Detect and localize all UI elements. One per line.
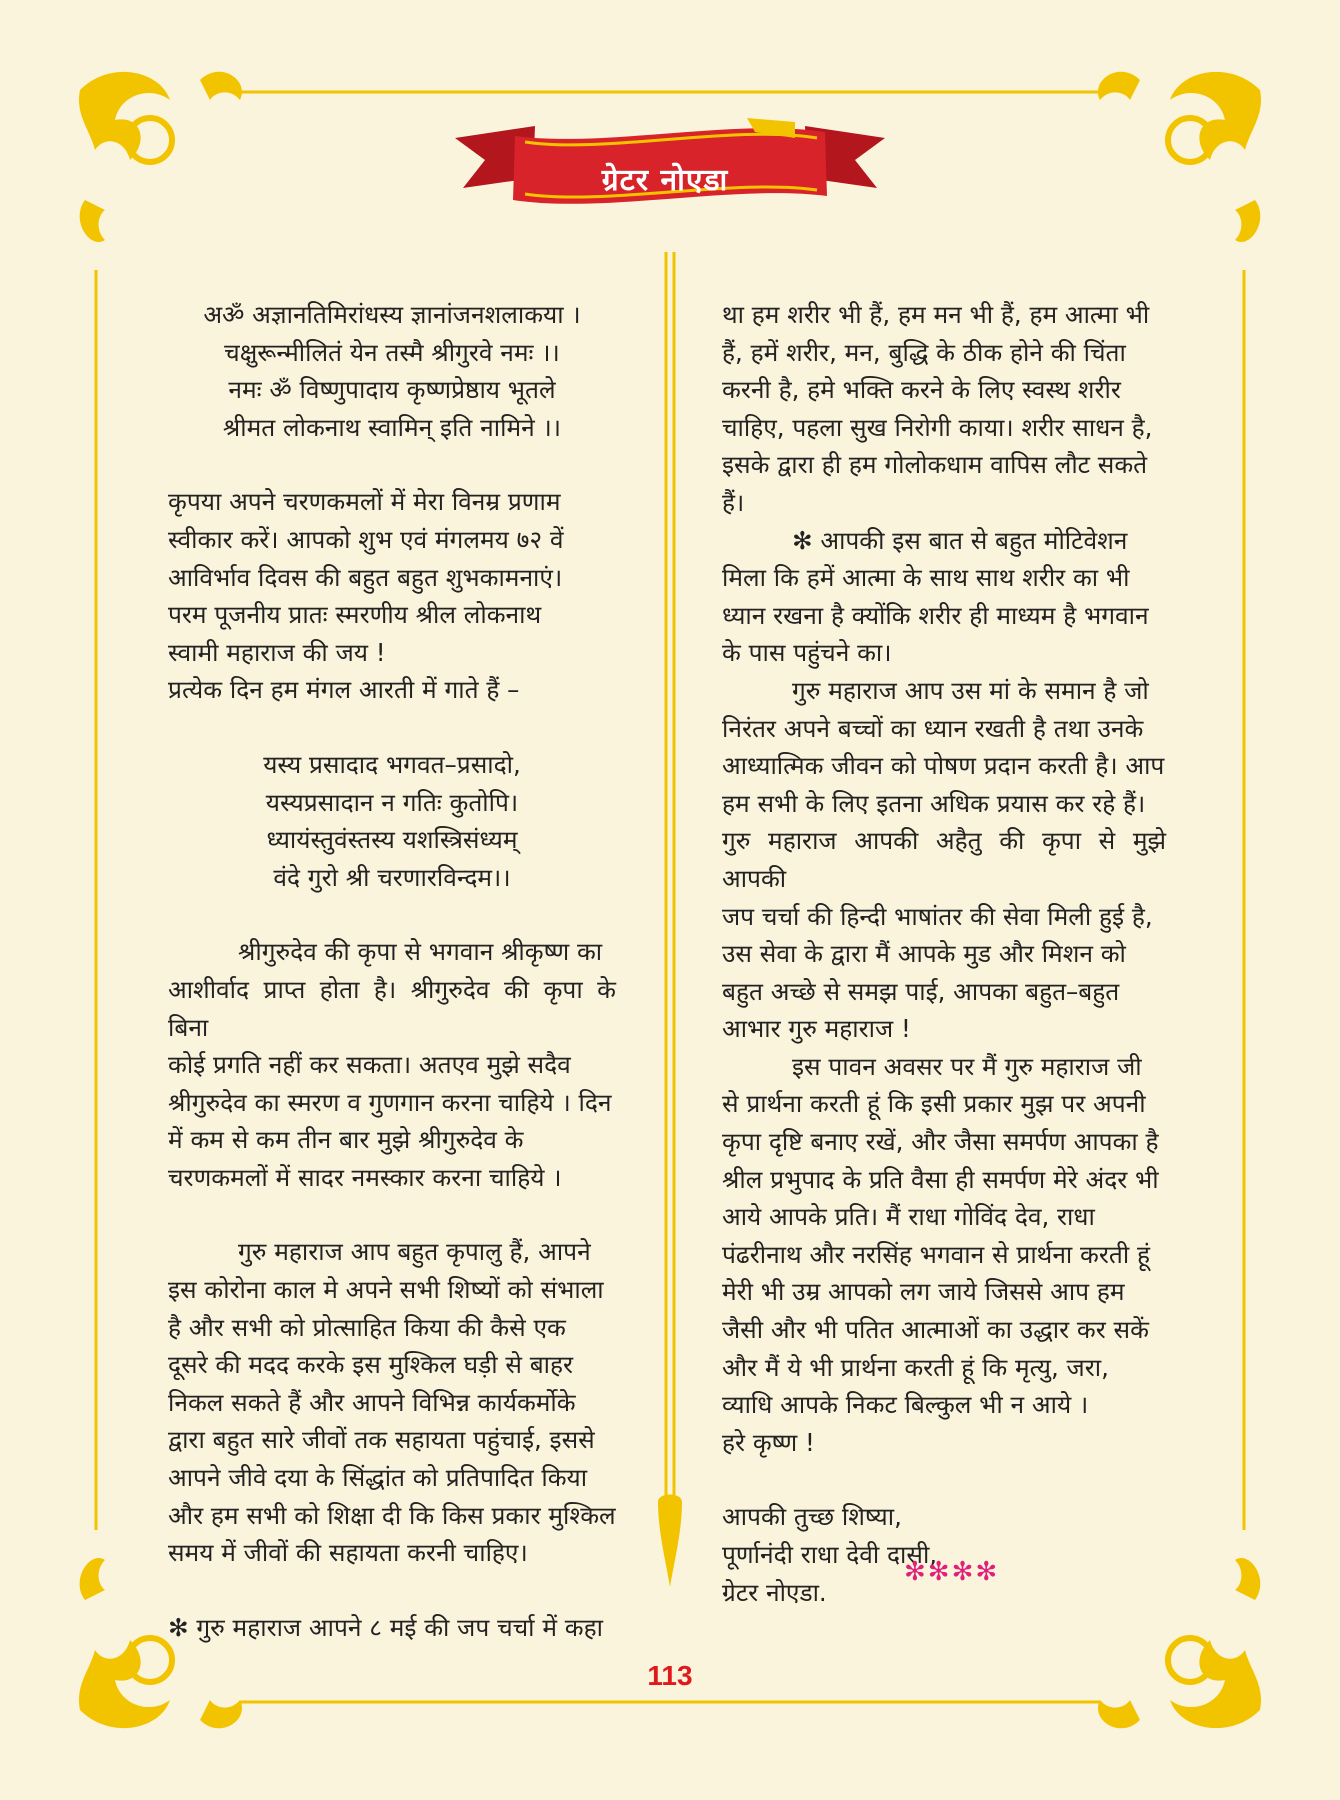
signature-line: ग्रेटर नोएडा. <box>722 1577 827 1607</box>
paragraph-line: आध्यात्मिक जीवन को पोषण प्रदान करती है। आप <box>722 751 1165 781</box>
paragraph-line: श्रीगुरुदेव का स्मरण व गुणगान करना चाहिये । दिन <box>168 1087 612 1117</box>
left-text-column <box>168 296 616 1646</box>
verse-line: नमः ॐ विष्णुपादाय कृष्णप्रेष्ठाय भूतले <box>228 375 556 405</box>
paragraph-line: कृपा दृष्टि बनाए रखें, और जैसा समर्पण आपका है <box>722 1127 1159 1157</box>
paragraph-line: हैं। <box>722 487 745 517</box>
paragraph-line: के पास पहुंचने का। <box>722 638 892 668</box>
paragraph-line: उस सेवा के द्वारा मैं आपके मुड और मिशन को <box>722 939 1126 969</box>
paragraph-line: आभार गुरु महाराज ! <box>722 1014 911 1044</box>
paragraph-line: व्याधि आपके निकट बिल्कुल भी न आये । <box>722 1390 1089 1420</box>
closing-stars-icon: ✻✻✻✻ <box>904 1557 1000 1587</box>
paragraph-line: और हम सभी को शिक्षा दी कि किस प्रकार मुश्किल <box>168 1500 616 1530</box>
paragraph-line: जैसी और भी पतित आत्माओं का उद्धार कर सकें <box>722 1315 1149 1345</box>
paragraph-line: जप चर्चा की हिन्दी भाषांतर की सेवा मिली हुई है, <box>722 901 1153 931</box>
verse-line: चक्षुरून्मीलितं येन तस्मै श्रीगुरवे नमः ।। <box>224 337 560 367</box>
paragraph-line: प्रत्येक दिन हम मंगल आरती में गाते हैं – <box>168 675 520 705</box>
paragraph-line: दूसरे की मदद करके इस मुश्किल घड़ी से बाहर <box>168 1350 574 1380</box>
paragraph-line: मेरी भी उम्र आपको लग जाये जिससे आप हम <box>722 1277 1125 1307</box>
paragraph-line: इस कोरोना काल मे अपने सभी शिष्यों को संभाला <box>168 1275 604 1305</box>
paragraph-line: आविर्भाव दिवस की बहुत बहुत शुभकामनाएं। <box>168 562 563 592</box>
asterisk-icon: ✻ <box>792 525 813 555</box>
paragraph-line: आशीर्वाद प्राप्त होता है। श्रीगुरुदेव की कृपा के बिना <box>168 974 616 1042</box>
verse-line: ध्यायंस्तुवंस्तस्य यशस्त्रिसंध्यम् <box>266 825 518 855</box>
column-divider <box>648 252 692 1592</box>
paragraph-line: इसके द्वारा ही हम गोलोकधाम वापिस लौट सकते <box>722 450 1148 480</box>
page-number: 113 <box>647 1660 693 1691</box>
paragraph-line: आपकी इस बात से बहुत मोटिवेशन <box>820 525 1128 555</box>
paragraph-line: चरणकमलों में सादर नमस्कार करना चाहिये । <box>168 1162 562 1192</box>
verse-line: यस्यप्रसादान न गतिः कुतोपि। <box>265 787 519 817</box>
corner-ornament-top-left-icon <box>79 72 242 242</box>
verse-line: यस्य प्रसादाद भगवत–प्रसादो, <box>263 749 521 779</box>
paragraph-line: आपने जीवे दया के सिंद्धांत को प्रतिपादित किया <box>168 1463 588 1493</box>
paragraph-line: हैं, हमें शरीर, मन, बुद्धि के ठीक होने की चिंता <box>722 337 1126 367</box>
paragraph-line: कोई प्रगति नहीं कर सकता। अतएव मुझे सदैव <box>168 1050 571 1080</box>
paragraph-line: और मैं ये भी प्रार्थना करती हूं कि मृत्यु, जरा, <box>722 1352 1109 1382</box>
paragraph-line: इस पावन अवसर पर मैं गुरु महाराज जी <box>792 1051 1142 1081</box>
paragraph-line: में कम से कम तीन बार मुझे श्रीगुरुदेव के <box>168 1125 524 1155</box>
paragraph-line: स्वामी महाराज की जय ! <box>168 637 386 667</box>
paragraph-line: परम पूजनीय प्रातः स्मरणीय श्रील लोकनाथ <box>168 600 542 630</box>
corner-ornament-top-right-icon <box>1098 72 1261 242</box>
right-text-column <box>722 296 1166 1611</box>
signature-line: आपकी तुच्छ शिष्या, <box>722 1502 902 1532</box>
paragraph-line: निकल सकते हैं और आपने विभिन्न कार्यकर्मोके <box>168 1387 576 1417</box>
paragraph-line: है और सभी को प्रोत्साहित किया की कैसे एक <box>168 1312 566 1342</box>
paragraph-line: हम सभी के लिए इतना अधिक प्रयास कर रहे हैं। <box>722 788 1146 818</box>
paragraph-line: करनी है, हमे भक्ति करने के लिए स्वस्थ शरीर <box>722 375 1121 405</box>
paragraph-line: मिला कि हमें आत्मा के साथ साथ शरीर का भी <box>722 563 1130 593</box>
paragraph-line: से प्रार्थना करती हूं कि इसी प्रकार मुझ पर अपनी <box>722 1089 1146 1119</box>
page-title: ग्रेटर नोएडा <box>601 163 729 198</box>
asterisk-icon: ✻ <box>168 1612 189 1642</box>
signature-line: पूर्णानंदी राधा देवी दासी, <box>722 1540 938 1569</box>
verse-line: वंदे गुरो श्री चरणारविन्दम।। <box>273 862 511 892</box>
paragraph-line: ध्यान रखना है क्योंकि शरीर ही माध्यम है भगवान <box>722 600 1149 630</box>
paragraph-line: गुरु महाराज आप उस मां के समान है जो <box>792 675 1149 705</box>
paragraph-line: गुरु महाराज आप बहुत कृपालु हैं, आपने <box>238 1237 591 1267</box>
paragraph-line: हरे कृष्ण ! <box>722 1427 815 1457</box>
paragraph-line: द्वारा बहुत सारे जीवों तक सहायता पहुंचाई, इससे <box>168 1425 595 1455</box>
paragraph-line: था हम शरीर भी हैं, हम मन भी हैं, हम आत्मा भी <box>722 300 1150 329</box>
paragraph-line: चाहिए, पहला सुख निरोगी काया। शरीर साधन है, <box>722 412 1153 442</box>
paragraph-line: श्रीगुरुदेव की कृपा से भगवान श्रीकृष्ण का <box>238 937 603 967</box>
paragraph-line: स्वीकार करें। आपको शुभ एवं मंगलमय ७२ वें <box>168 524 564 554</box>
paragraph-line: गुरु महाराज आपकी अहैतु की कृपा से मुझे आपकी <box>722 826 1166 893</box>
paragraph-line: पंढरीनाथ और नरसिंह भगवान से प्रार्थना करती हूं <box>722 1239 1150 1269</box>
verse-line: अॐ अज्ञानतिमिरांधस्य ज्ञानांजनशलाकया । <box>203 300 581 329</box>
paragraph-line: कृपया अपने चरणकमलों में मेरा विनम्र प्रणाम <box>168 487 561 517</box>
paragraph-line: श्रील प्रभुपाद के प्रति वैसा ही समर्पण मेरे अंदर भी <box>722 1164 1159 1194</box>
paragraph-line: आये आपके प्रति। मैं राधा गोविंद देव, राधा <box>722 1202 1095 1232</box>
paragraph-line: गुरु महाराज आपने ८ मई की जप चर्चा में कहा <box>196 1612 603 1642</box>
paragraph-line: समय में जीवों की सहायता करनी चाहिए। <box>168 1538 528 1568</box>
paragraph-line: निरंतर अपने बच्चों का ध्यान रखती है तथा उनके <box>722 713 1144 743</box>
paragraph-line: बहुत अच्छे से समझ पाई, आपका बहुत–बहुत <box>722 976 1120 1006</box>
verse-line: श्रीमत लोकनाथ स्वामिन् इति नामिने ।। <box>222 412 562 442</box>
